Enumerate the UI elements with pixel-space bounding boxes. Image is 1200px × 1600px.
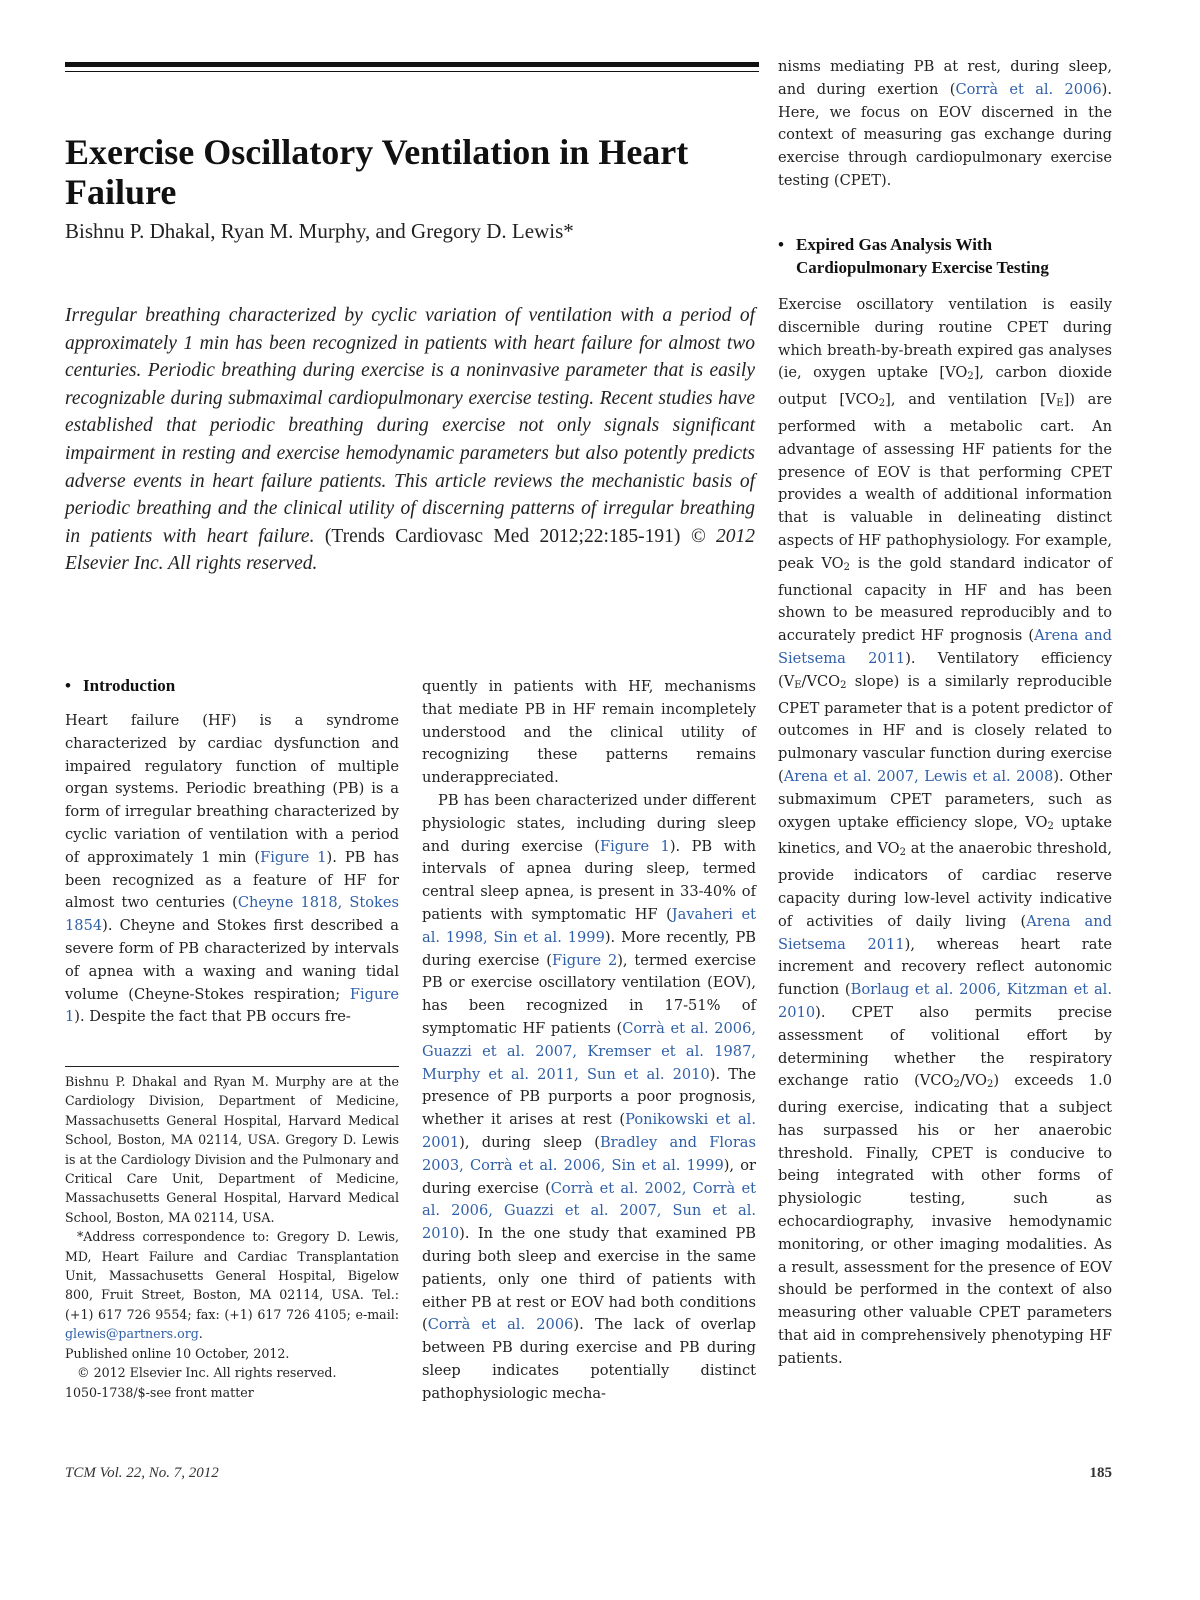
issn-line: 1050-1738/$-see front matter xyxy=(65,1384,254,1400)
text-run: ). Cheyne and Stokes first described a severe form of PB characterized by intervals of apnea with a waxing and waning tidal volume (Cheyne-Stokes respiration; xyxy=(65,917,399,1003)
citation-link[interactable]: Borlaug et al. 2006, Kitzman et al. 2010 xyxy=(778,981,1112,1021)
text-run: ). The presence of PB purports a poor prognosis, whether it arises at rest ( xyxy=(422,1065,756,1129)
citation-link[interactable]: Corrà et al. 2006, Guazzi et al. 2007, Kremser et al. 1987, Murphy et al. 2011, Sun et al. 2010 xyxy=(422,1019,756,1083)
abstract-text: Irregular breathing characterized by cyclic variation of ventilation with a period of approximately 1 min has been recognized in patients with heart failure for almost two centuries. Periodic breathing during exercise is a noninvasive parameter that is easily recognizable during submaximal cardiopulmonary exercise testing. Recent studies have established that periodic breathing during exercise not only signals significant impairment in resting and exercise hemodynamic parameters but also potently predicts adverse events in heart failure patients. This article reviews the mechanistic basis of periodic breathing and the clinical utility of discerning patterns of irregular breathing in patients with heart failure. xyxy=(65,305,755,547)
abstract xyxy=(65,302,755,578)
text-run: ). In the one study that examined PB during both sleep and exercise in the same patients, only one third of patients with either PB at rest or EOV had both conditions ( xyxy=(422,1225,756,1334)
citation-link[interactable]: Arena and Sietsema 2011 xyxy=(778,912,1112,953)
abstract-citation: (Trends Cardiovasc Med 2012;22:185-191) xyxy=(324,525,681,547)
text-run: /VO xyxy=(959,1072,987,1090)
article-title: Exercise Oscillatory Ventilation in Heart Failure xyxy=(65,132,689,212)
subscript: E xyxy=(794,679,802,691)
subscript: 2 xyxy=(899,847,906,859)
text-run: ) exceeds 1.0 during exercise, indicating that a subject has surpassed his or her anaerobic threshold. Finally, CPET is conducive to being integrated with other forms of physiologic testing, such as echocardiography, invasive hemodynamic monitoring, or other imaging modalities. As a result, assessment for the presence of EOV should be performed in the context of also measuring other valuable CPET parameters that aid in comprehensively phenotyping HF patients. xyxy=(778,1072,1112,1367)
text-run: slope) is a similarly reproducible CPET parameter that is a potent predictor of outcomes in HF and is closely related to pulmonary vascular function during exercise ( xyxy=(778,672,1112,785)
intro-column-3 xyxy=(778,56,1112,193)
cpet-heading-label-2: Cardiopulmonary Exercise Testing xyxy=(796,258,1049,277)
text-run: ]) are performed with a metabolic cart. An advantage of assessing HF patients for the presence of EOV is that performing CPET provides a wealth of additional information that is valuable in delineating distinct aspects of HF pathophysiology. For example, peak VO xyxy=(778,391,1112,572)
affiliation-rule xyxy=(65,1066,399,1067)
article-authors: Bishnu P. Dhakal, Ryan M. Murphy, and Gregory D. Lewis* xyxy=(65,219,574,243)
text-run: at the anaerobic threshold, provide indicators of cardiac reserve capacity during low-level activity indicative of activities of daily living ( xyxy=(778,840,1112,930)
intro-paragraph-continued: quently in patients with HF, mechanisms that mediate PB in HF remain incompletely understood and the clinical utility of recognizing these patterns remains underappreciated. xyxy=(422,678,756,787)
text-run: . xyxy=(198,1326,203,1342)
text-run: ), whereas heart rate increment and recovery reflect autonomic function ( xyxy=(778,935,1112,999)
intro-column-1 xyxy=(65,710,399,1029)
citation-link[interactable]: Arena and Sietsema 2011 xyxy=(778,627,1112,667)
figure-link[interactable]: Figure 1 xyxy=(260,848,327,866)
published-date: Published online 10 October, 2012. xyxy=(65,1345,290,1361)
cpet-heading-label: Expired Gas Analysis With xyxy=(796,235,993,254)
subscript: 2 xyxy=(840,679,847,691)
cpet-column xyxy=(778,294,1112,1371)
correspondence-text xyxy=(65,1227,399,1343)
text-run: ). CPET also permits precise assessment of volitional effort by determining whether the respiratory exchange ratio (VCO xyxy=(778,1003,1112,1090)
intro-paragraph xyxy=(65,710,399,1029)
text-run: /VCO xyxy=(801,672,841,690)
text-run: ). Ventilatory efficiency (V xyxy=(778,649,1112,690)
intro-column-2 xyxy=(422,676,756,1406)
heading-bullet: • xyxy=(65,676,71,695)
text-run: nisms mediating PB at rest, during sleep, and during exertion ( xyxy=(778,58,1112,98)
subscript: 2 xyxy=(953,1079,960,1091)
subscript: 2 xyxy=(987,1079,994,1091)
subscript: 2 xyxy=(878,398,886,410)
journal-footer: TCM Vol. 22, No. 7, 2012 xyxy=(65,1465,219,1481)
text-run: ). Other submaximum CPET parameters, such as oxygen uptake efficiency slope, VO xyxy=(778,767,1112,831)
citation-link[interactable]: Arena et al. 2007, Lewis et al. 2008 xyxy=(783,767,1054,785)
text-run: ). Despite the fact that PB occurs fre- xyxy=(74,1008,351,1026)
text-run: ). More recently, PB during exercise ( xyxy=(422,928,756,969)
copyright-line: © 2012 Elsevier Inc. All rights reserved. xyxy=(77,1365,337,1381)
subscript: 2 xyxy=(967,371,974,383)
page-number: 185 xyxy=(1089,1465,1112,1481)
affiliation-note xyxy=(65,1072,399,1402)
abstract-copyright: © 2012 Elsevier Inc. All rights reserved. xyxy=(65,525,756,575)
text-run: ). The lack of overlap between PB during exercise and PB during sleep indicates potentially distinct pathophysiologic mecha- xyxy=(422,1316,756,1402)
intro-heading xyxy=(65,674,175,697)
text-run: ), termed exercise PB or exercise oscillatory ventilation (EOV), has been recognized in 17-51% of symptomatic HF patients ( xyxy=(422,951,756,1037)
text-run: *Address correspondence to: Gregory D. Lewis, MD, Heart Failure and Cardiac Transplantation Unit, Massachusetts General Hospital, Bigelow 800, Fruit Street, Boston, MA 02114, USA. Tel.: (+1) 617 726 9554; fax: (+1) 617 726 4105; e-mail: xyxy=(65,1229,399,1322)
text-run: ). PB with intervals of apnea during sleep, termed central sleep apnea, is present in 33-40% of patients with symptomatic HF ( xyxy=(422,837,756,923)
text-run: ), or during exercise ( xyxy=(422,1156,756,1197)
intro-heading-label: Introduction xyxy=(83,676,176,695)
text-run: ). PB has been recognized as a feature of HF for almost two centuries ( xyxy=(65,848,400,912)
subscript: 2 xyxy=(843,561,851,573)
text-run: ), during sleep ( xyxy=(459,1133,600,1151)
citation-link[interactable]: Javaheri et al. 1998, Sin et al. 1999 xyxy=(422,905,756,946)
cpet-paragraph xyxy=(778,294,1112,1371)
intro-paragraph-end xyxy=(778,56,1112,193)
text-run: Heart failure (HF) is a syndrome characterized by cardiac dysfunction and impaired regulatory function of multiple organ systems. Periodic breathing (PB) is a form of irregular breathing characterized by cyclic variation of ventilation with a period of approximately 1 min ( xyxy=(65,712,399,866)
citation-link[interactable]: Bradley and Floras 2003, Corrà et al. 2006, Sin et al. 1999 xyxy=(422,1133,756,1174)
figure-link[interactable]: Figure 1 xyxy=(65,985,399,1026)
affiliation-text: Bishnu P. Dhakal and Ryan M. Murphy are at the Cardiology Division, Department of Medicine, Massachusetts General Hospital, Harvard Medical School, Boston, MA 02114, USA. Gregory D. Lewis is at the Cardiology Division and the Pulmonary and Critical Care Unit, Department of Medicine, Massachusetts General Hospital, Harvard Medical School, Boston, MA 02114, USA. xyxy=(65,1074,399,1225)
citation-link[interactable]: Cheyne 1818, Stokes 1854 xyxy=(65,894,399,935)
cpet-heading xyxy=(778,233,1049,279)
text-run: Exercise oscillatory ventilation is easily discernible during routine CPET during which breath-by-breath expired gas analyses (ie, oxygen uptake [VO xyxy=(778,296,1112,382)
citation-link[interactable]: Ponikowski et al. 2001 xyxy=(422,1111,756,1151)
text-run: ], and ventilation [V xyxy=(885,391,1057,409)
citation-link[interactable]: Corrà et al. 2006 xyxy=(955,80,1102,98)
header-rule-thin xyxy=(65,71,759,72)
header-rule xyxy=(65,62,759,67)
text-run: PB has been characterized under different physiologic states, including during sleep and during exercise ( xyxy=(422,791,756,855)
email-link[interactable]: glewis@partners.org xyxy=(65,1326,199,1342)
text-run: uptake kinetics, and VO xyxy=(778,813,1112,858)
subscript: 2 xyxy=(1047,820,1054,832)
figure-link[interactable]: Figure 2 xyxy=(551,951,618,969)
pb-states-paragraph xyxy=(422,790,756,1406)
text-run: is the gold standard indicator of functional capacity in HF and has been shown to be measured reproducibly and to accurately predict HF prognosis ( xyxy=(778,554,1112,645)
citation-link[interactable]: Corrà et al. 2006 xyxy=(427,1316,574,1334)
citation-link[interactable]: Corrà et al. 2002, Corrà et al. 2006, Guazzi et al. 2007, Sun et al. 2010 xyxy=(422,1179,756,1243)
heading-bullet: • xyxy=(778,235,784,254)
figure-link[interactable]: Figure 1 xyxy=(599,837,670,855)
text-run: ). Here, we focus on EOV discerned in the context of measuring gas exchange during exercise through cardiopulmonary exercise testing (CPET). xyxy=(778,80,1113,189)
text-run: ], carbon dioxide output [VCO xyxy=(778,364,1112,409)
subscript: E xyxy=(1056,398,1064,410)
